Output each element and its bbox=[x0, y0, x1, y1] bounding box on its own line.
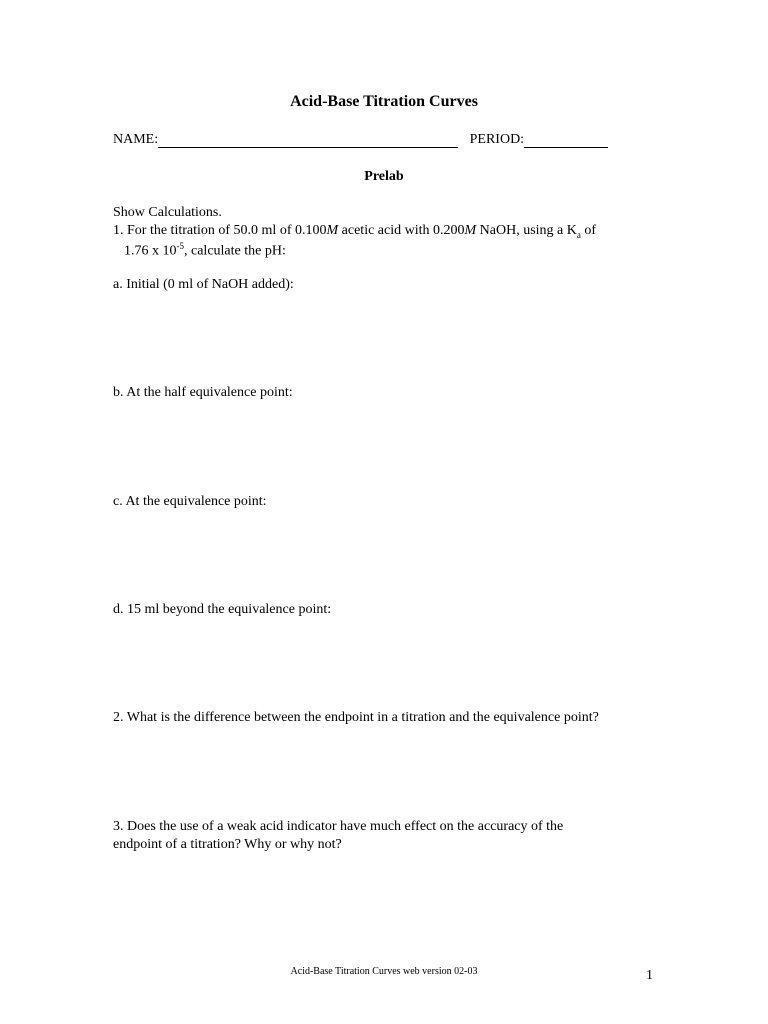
q1-text-part5: , calculate the pH: bbox=[184, 243, 286, 259]
name-blank-line bbox=[158, 133, 458, 148]
q1-text-part3: NaOH, using a K bbox=[476, 223, 577, 238]
question-1d: d. 15 ml beyond the equivalence point: bbox=[113, 602, 332, 617]
page-number: 1 bbox=[646, 968, 653, 983]
question-1-line-2 bbox=[124, 241, 286, 260]
period-label: PERIOD: bbox=[469, 132, 525, 147]
question-3-line-1: 3. Does the use of a weak acid indicator have much effect on the accuracy of the bbox=[113, 819, 564, 834]
name-period-row bbox=[113, 132, 608, 148]
name-label: NAME: bbox=[113, 132, 159, 147]
question-1c: c. At the equivalence point: bbox=[113, 494, 267, 509]
q1-ka-exponent: -5 bbox=[176, 241, 184, 251]
q1-ka-subscript: a bbox=[576, 229, 581, 240]
q1-text-part2: acetic acid with 0.200 bbox=[338, 223, 465, 238]
show-calculations-text: Show Calculations. bbox=[113, 205, 222, 220]
page-footer: Acid-Base Titration Curves web version 02-03 bbox=[290, 966, 478, 977]
q1-text-part1: 1. For the titration of 50.0 ml of 0.100 bbox=[113, 223, 327, 238]
q1-ka-value: 1.76 x 10 bbox=[124, 243, 177, 259]
q1-molar-symbol-1: M bbox=[326, 223, 339, 238]
question-1-line-1 bbox=[113, 223, 596, 240]
page-title: Acid-Base Titration Curves bbox=[290, 93, 478, 110]
question-3-line-2: endpoint of a titration? Why or why not? bbox=[113, 837, 342, 852]
section-heading: Prelab bbox=[364, 169, 404, 184]
question-1a: a. Initial (0 ml of NaOH added): bbox=[113, 277, 294, 292]
q1-text-part4: of bbox=[580, 223, 597, 238]
question-2: 2. What is the difference between the endpoint in a titration and the equivalence point? bbox=[113, 710, 599, 725]
period-blank-line bbox=[524, 133, 608, 148]
q1-molar-symbol-2: M bbox=[464, 223, 477, 238]
question-1b: b. At the half equivalence point: bbox=[113, 385, 293, 400]
